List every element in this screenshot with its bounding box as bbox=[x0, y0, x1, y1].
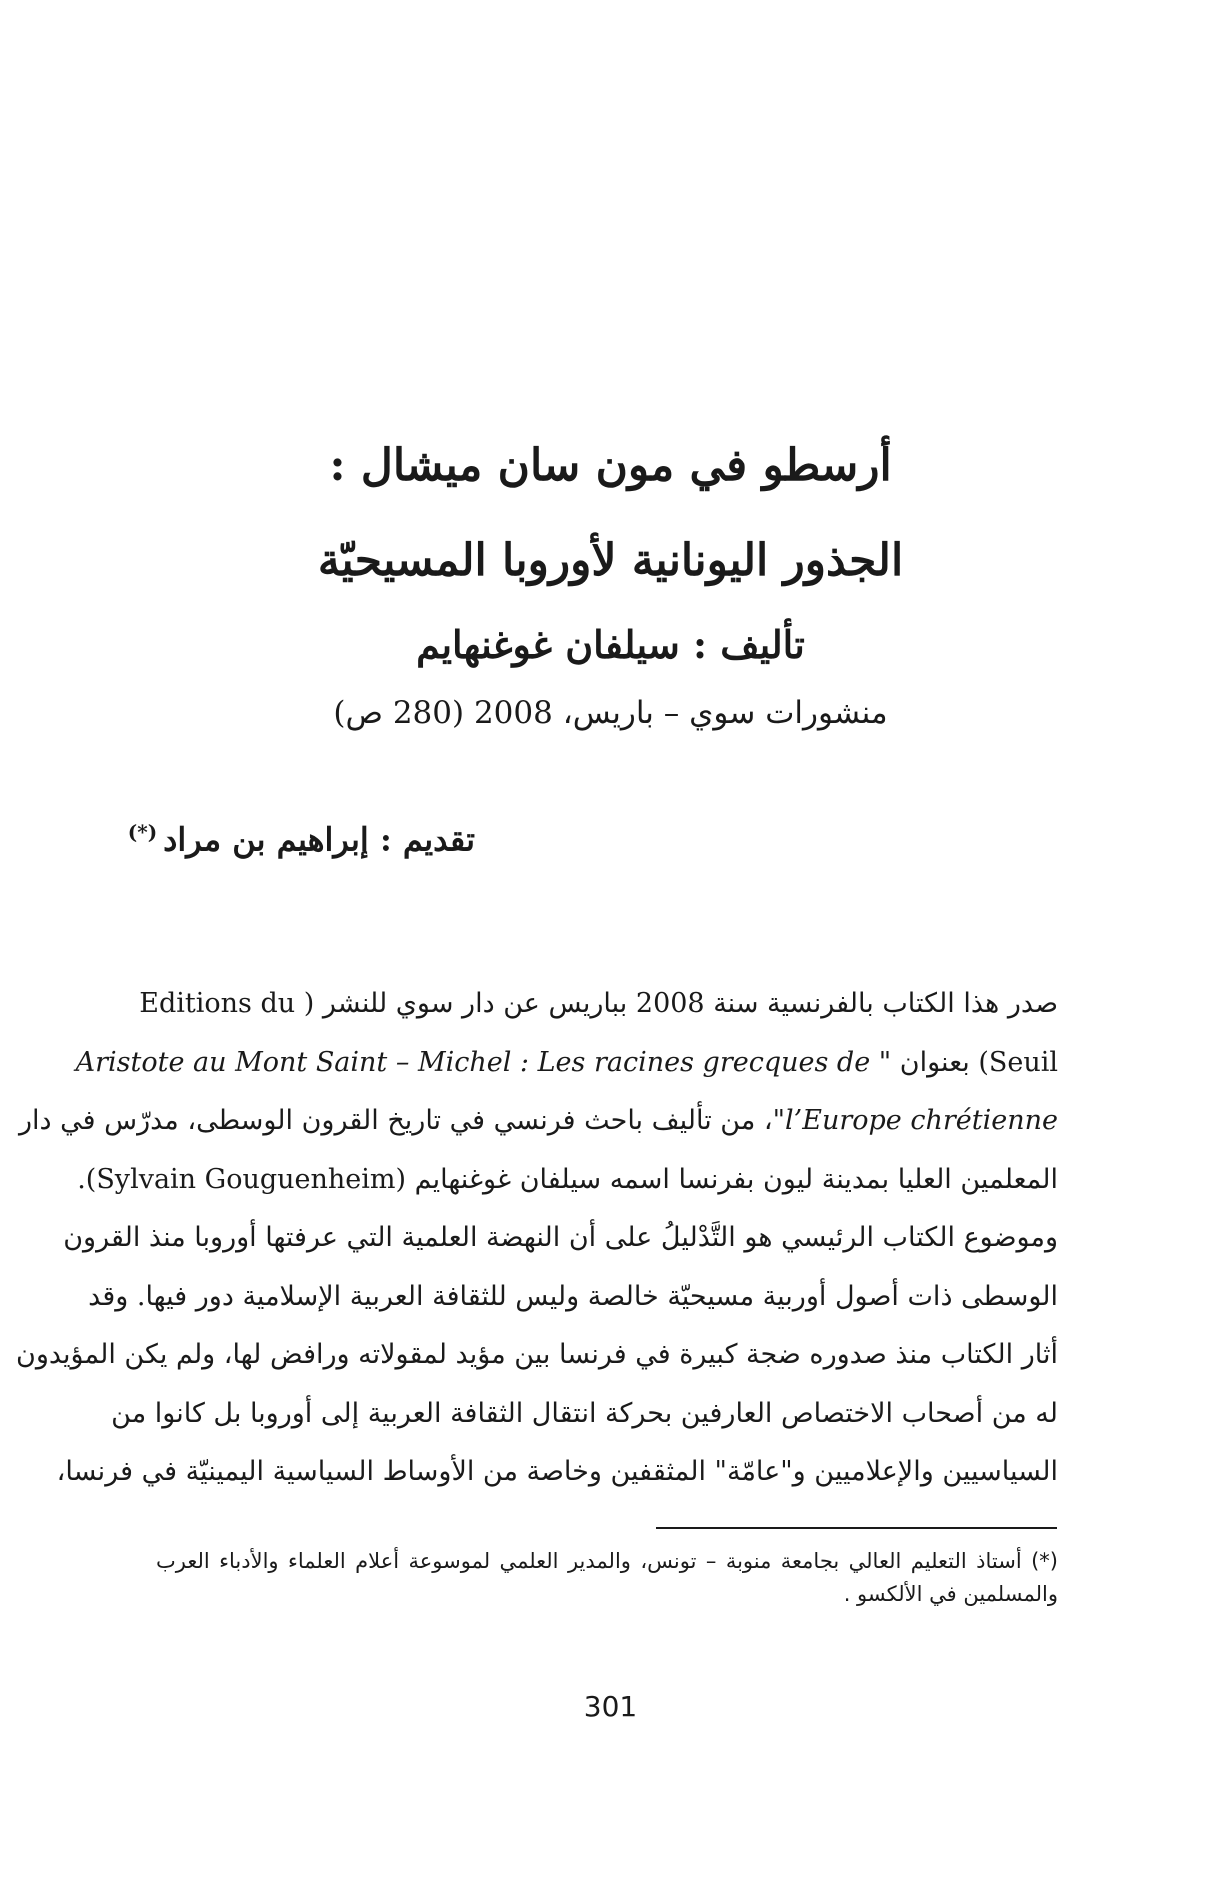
title-line-1: أرسطو في مون سان ميشال : bbox=[329, 440, 892, 491]
body-line-2 bbox=[75, 1034, 1058, 1093]
presenter-line bbox=[128, 820, 475, 859]
footnote-marker: (*) bbox=[127, 820, 158, 844]
presenter-label: تقديم : إبراهيم بن مراد bbox=[163, 820, 475, 859]
body-line-3-arabic: "، من تأليف باحث فرنسي في تاريخ القرون الوسطى، مدرّس في دار bbox=[19, 1105, 786, 1136]
footnote-line-1: (*) أستاذ التعليم العالي بجامعة منوبة – تونس، والمدير العلمي لموسوعة أعلام العلماء والأدباء العرب bbox=[156, 1549, 1058, 1573]
body-line-2-arabic: بعنوان " bbox=[878, 1046, 970, 1078]
body-line-1 bbox=[139, 975, 1058, 1034]
footnote bbox=[156, 1545, 1058, 1611]
body-line-8: له من أصحاب الاختصاص العارفين بحركة انتقال الثقافة العربية إلى أوروبا بل كانوا من bbox=[111, 1397, 1058, 1429]
body-line-4-arabic: المعلمين العليا بمدينة ليون بفرنسا اسمه سيلفان غوغنهايم ( bbox=[395, 1163, 1058, 1195]
body-line-9: السياسيين والإعلاميين و"عامّة" المثقفين وخاصة من الأوساط السياسية اليمينيّة في فرنسا، bbox=[56, 1456, 1058, 1487]
body-line-7: أثار الكتاب منذ صدوره ضجة كبيرة في فرنسا بين مؤيد لمقولاته ورافض لها، ولم يكن المؤيدون bbox=[16, 1339, 1058, 1370]
book-title-french-part-2: l’Europe chrétienne bbox=[785, 1105, 1058, 1136]
footnote-line-2: والمسلمين في الألكسو . bbox=[843, 1582, 1058, 1606]
page-number: 301 bbox=[583, 1690, 638, 1723]
publication-info: منشورات سوي – باريس، 2008 (280 ص) bbox=[333, 695, 888, 731]
body-line-5: وموضوع الكتاب الرئيسي هو التَّدْليلُ على أن النهضة العلمية التي عرفتها أوروبا منذ القرون bbox=[63, 1222, 1058, 1253]
author-line: تأليف : سيلفان غوغنهايم bbox=[416, 622, 805, 667]
body-line-3 bbox=[19, 1092, 1058, 1151]
footnote-divider bbox=[656, 1527, 1057, 1529]
book-title-french-part-1: Aristote au Mont Saint – Michel : Les racines grecques de bbox=[75, 1046, 871, 1078]
author-name-latin: Sylvain Gouguenheim bbox=[96, 1163, 396, 1195]
body-line-4 bbox=[77, 1151, 1058, 1210]
body-line-2-latin-a: (Seuil bbox=[978, 1046, 1058, 1078]
body-line-6: الوسطى ذات أصول أوربية مسيحيّة خالصة وليس للثقافة العربية الإسلامية دور فيها. وقد bbox=[88, 1280, 1058, 1312]
body-line-4-end: ). bbox=[77, 1163, 97, 1195]
body-line-1-arabic: صدر هذا الكتاب بالفرنسية سنة 2008 بباريس عن دار سوي للنشر ( bbox=[303, 988, 1058, 1019]
title-line-2: الجذور اليونانية لأوروبا المسيحيّة bbox=[317, 535, 904, 586]
body-line-1-latin: Editions du bbox=[139, 988, 296, 1019]
body-paragraph bbox=[16, 975, 1058, 1502]
